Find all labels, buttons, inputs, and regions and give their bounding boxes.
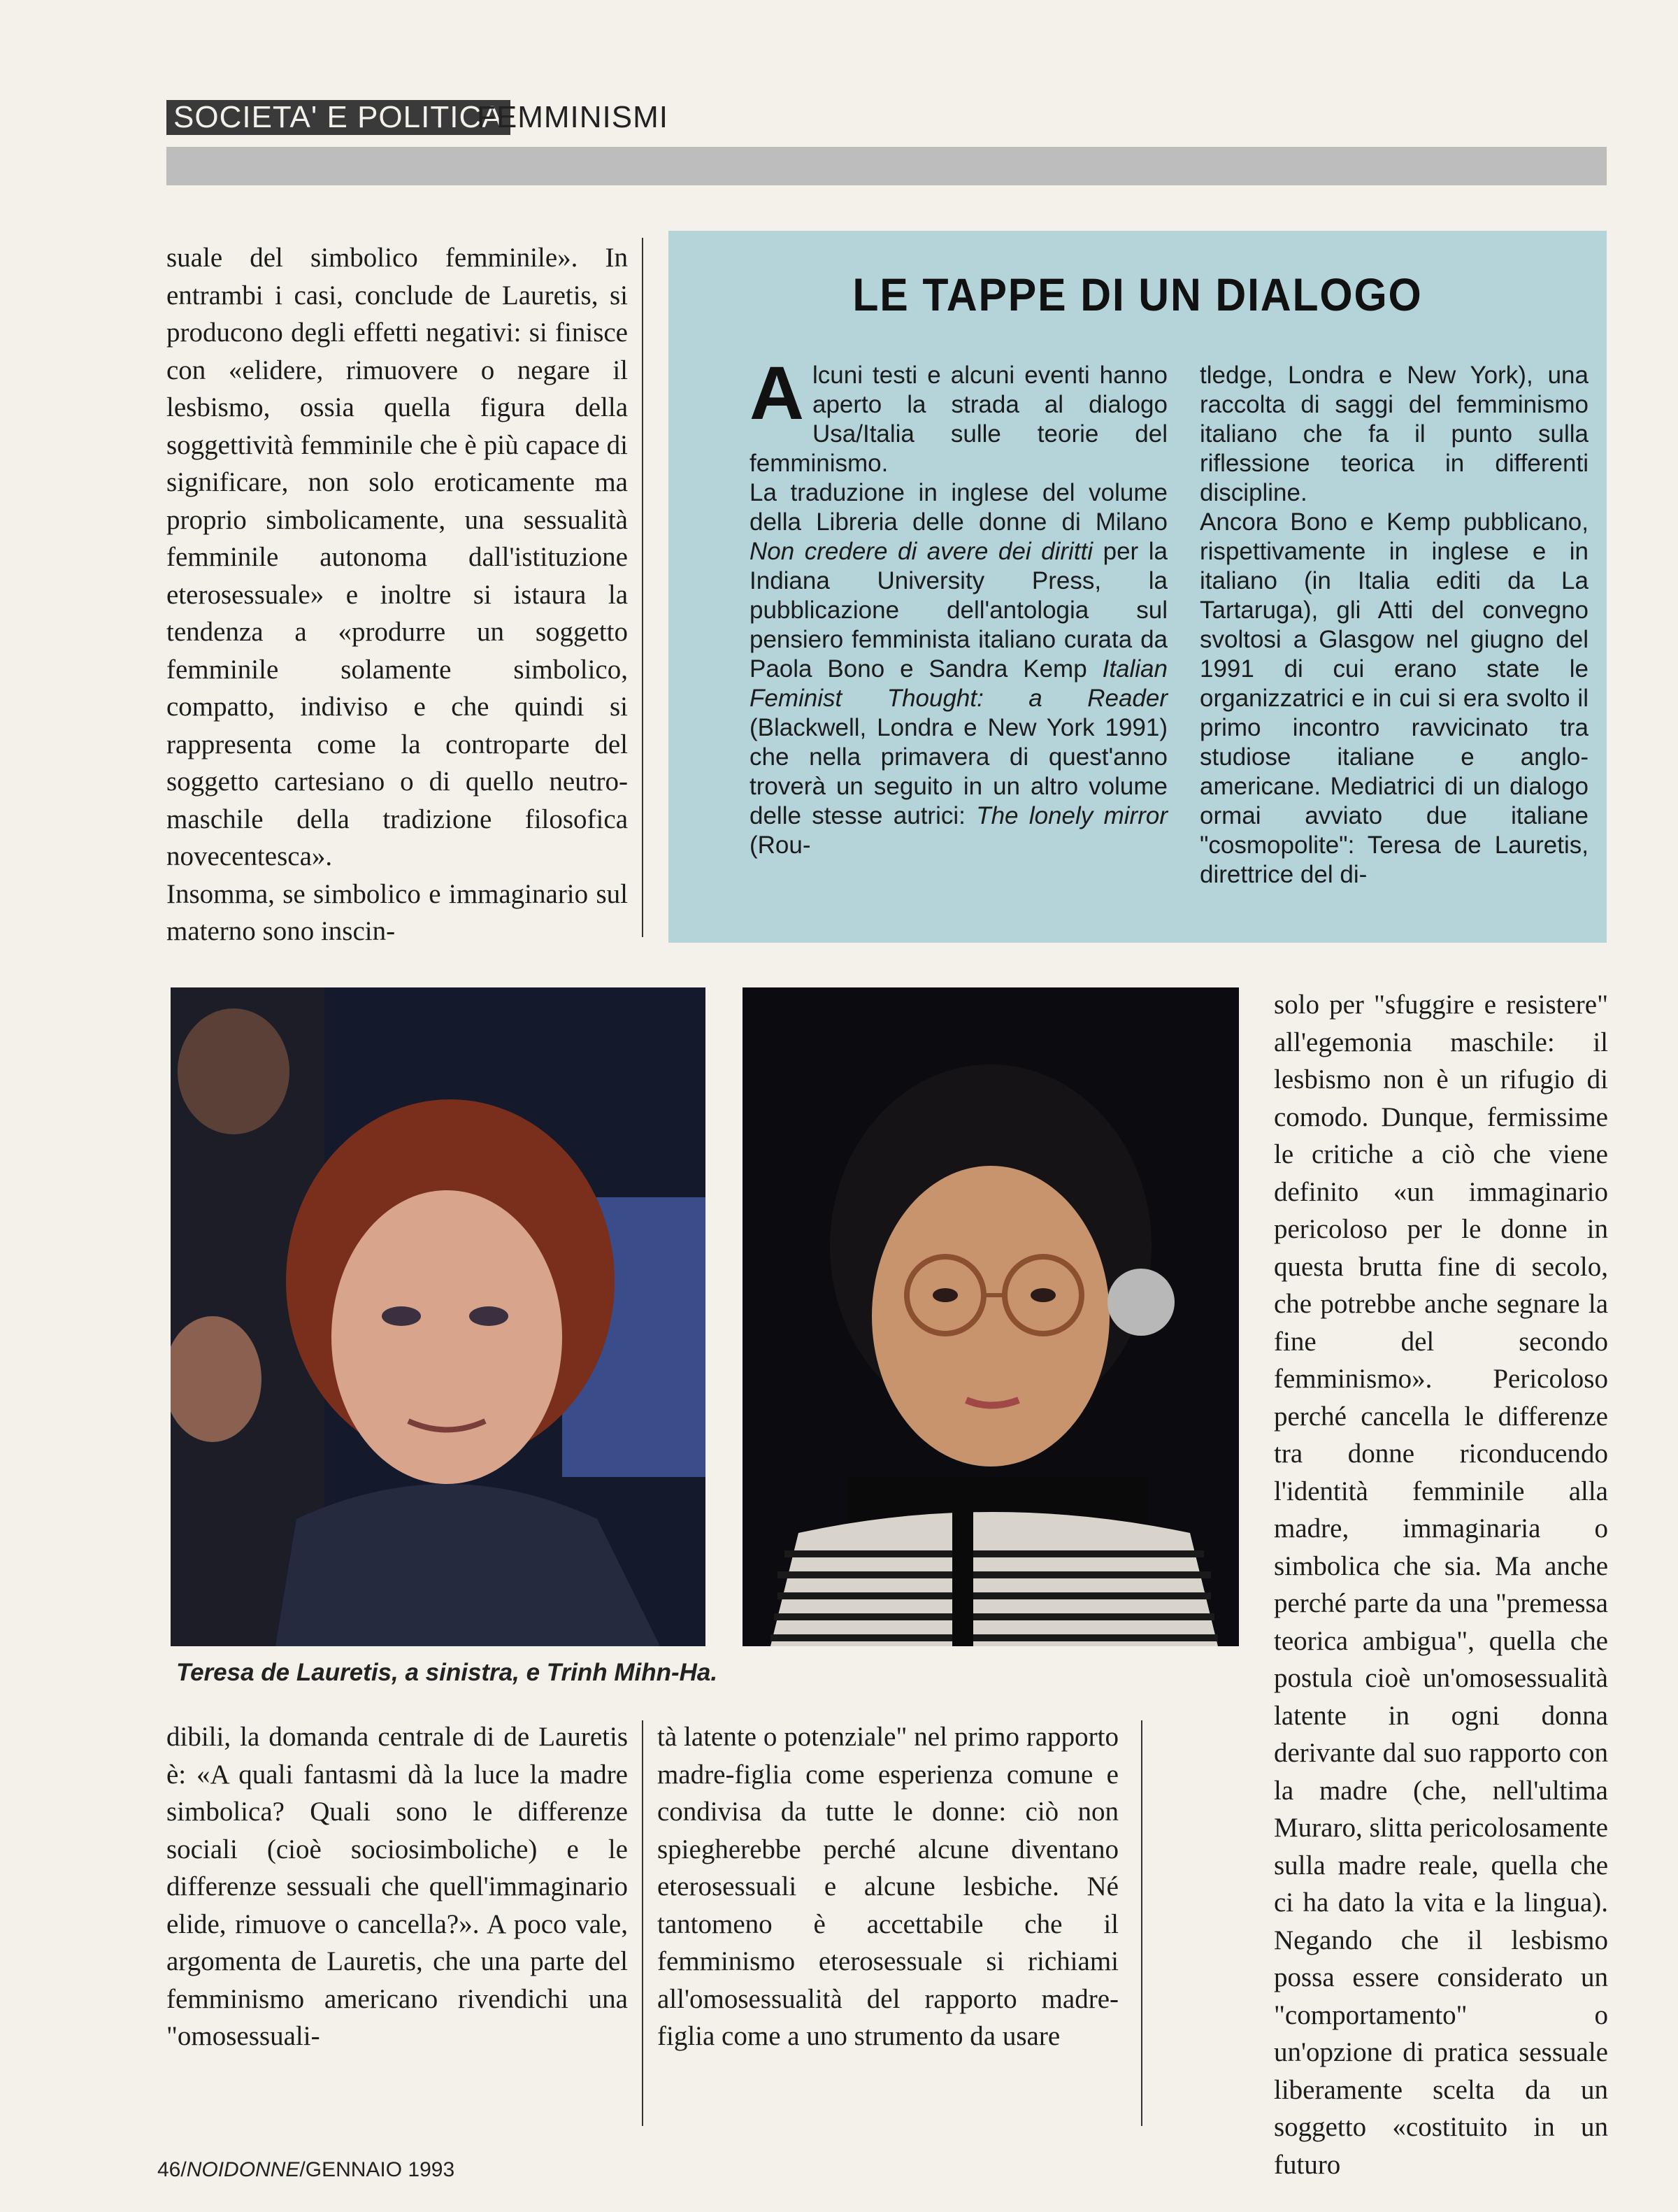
portrait-illustration xyxy=(171,987,705,1646)
drop-cap: A xyxy=(750,350,804,435)
photo-teresa-de-lauretis xyxy=(171,987,705,1646)
sidebar-paragraph: La traduzione in inglese del volume della Libreria delle donne di Milano Non credere di avere dei diritti per la Indiana University Press, la pubblicazione dell'antologia sul pensiero femminista italiano curata da Paola Bono e Sandra Kemp Italian Feminist Thought: a Reader (Blackwell, Londra e New York 1991) che nella primavera di quest'anno troverà un seguito in un altro volume delle stesse autrici: The lonely mirror (Rou- xyxy=(750,479,1168,859)
issue-date: /GENNAIO 1993 xyxy=(299,2158,455,2181)
photo-trinh-mihn-ha xyxy=(743,987,1239,1646)
magazine-name: NOIDONNE xyxy=(186,2158,300,2181)
column-rule xyxy=(642,1720,643,2126)
sidebar-column-left xyxy=(750,350,1168,860)
article-column-left-bottom xyxy=(166,1718,628,2055)
article-column-left-top xyxy=(166,239,628,950)
paragraph: solo per "sfuggire e resistere" all'egemonia maschile: il lesbismo non è un rifugio di comodo. Dunque, fermissime le critiche a ciò che viene definito «un immaginario pericoloso per le donne in questa brutta fine di secolo, che potrebbe anche segnare la fine del secondo femminismo». Pericoloso perché cancella le differenze tra donne riconducendo l'identità femminile alla madre, immaginaria o simbolica che sia. Ma anche perché parte da una "premessa teorica ambigua", quella che postula cioè un'omosessualità latente in ogni donna derivante dal suo rapporto con la madre (che, nell'ultima Muraro, slitta pericolosamente sulla madre reale, quella che ci ha dato la vita e la lingua). Negando che il lesbismo possa essere considerato un "comportamento" o un'opzione di pratica sessuale liberamente scelta da un soggetto «costituito in un futuro xyxy=(1274,990,1608,2180)
page-footer xyxy=(157,2158,454,2182)
section-label: SOCIETA' E POLITICA xyxy=(166,100,510,135)
portrait-illustration xyxy=(743,987,1239,1646)
paragraph: suale del simbolico femminile». In entrambi i casi, conclude de Lauretis, si producono degli effetti negativi: si finisce con «elidere, rimuovere o negare il lesbismo, ossia quella figura della soggettività femminile che è più capace di significare, non solo eroticamente ma proprio simbolicamente, una sessualità femminile autonoma dall'istituzione eterosessuale» e inoltre si istaura la tendenza a «produrre un soggetto femminile solamente simbolico, compatto, indiviso e che quindi si rappresenta come la controparte del soggetto cartesiano o di quello neutro-maschile della tradizione filosofica novecentesca». xyxy=(166,243,628,871)
sidebar-column-right xyxy=(1200,361,1589,890)
section-topic: FEMMINISMI xyxy=(477,100,668,134)
sidebar-title: LE TAPPE DI UN DIALOGO xyxy=(852,269,1423,320)
header-bar xyxy=(166,147,1607,185)
paragraph: tà latente o potenziale" nel primo rapporto madre-figlia come esperienza comune e condivisa da tutte le donne: ciò non spiegherebbe perché alcune diventano eterosessuali e alcune lesbiche. Né tantomeno è accettabile che il femminismo eterosessuale si richiami all'omosessualità del rapporto madre-figlia come a uno strumento da usare xyxy=(657,1722,1119,2051)
column-rule xyxy=(1141,1720,1142,2126)
article-column-middle-bottom xyxy=(657,1718,1119,2055)
paragraph: dibili, la domanda centrale di de Lauretis è: «A quali fantasmi dà la luce la madre simbolica? Quali sono le differenze sociali (cioè sociosimboliche) e le differenze sessuali che quell'immaginario elide, rimuove o cancella?». A poco vale, argomenta de Lauretis, che una parte del femminismo americano rivendichi una "omosessuali- xyxy=(166,1722,628,2051)
paragraph: Insomma, se simbolico e immaginario sul materno sono inscin- xyxy=(166,878,628,946)
photo-caption: Teresa de Lauretis, a sinistra, e Trinh Mihn-Ha. xyxy=(176,1659,718,1686)
sidebar-paragraph: Ancora Bono e Kemp pubblicano, rispettivamente in inglese e in italiano (in Italia editi da La Tartaruga), gli Atti del convegno svoltosi a Glasgow nel giugno del 1991 di cui erano state le organizzatrici e in cui si era svolto il primo incontro ravvicinato tra studiose italiane e anglo-americane. Mediatrici di un dialogo ormai avviato due italiane "cosmopolite": Teresa de Lauretis, direttrice del di- xyxy=(1200,508,1589,888)
sidebar-paragraph: Alcuni testi e alcuni eventi hanno aperto la strada al dialogo Usa/Italia sulle teorie del femminismo. xyxy=(750,350,1168,477)
article-column-right xyxy=(1274,986,1608,2183)
sidebar-paragraph: tledge, Londra e New York), una raccolta di saggi del femminismo italiano che fa il punto sulla riflessione teorica in differenti discipline. xyxy=(1200,362,1589,506)
column-rule xyxy=(642,238,643,937)
page-number: 46/ xyxy=(157,2158,187,2181)
